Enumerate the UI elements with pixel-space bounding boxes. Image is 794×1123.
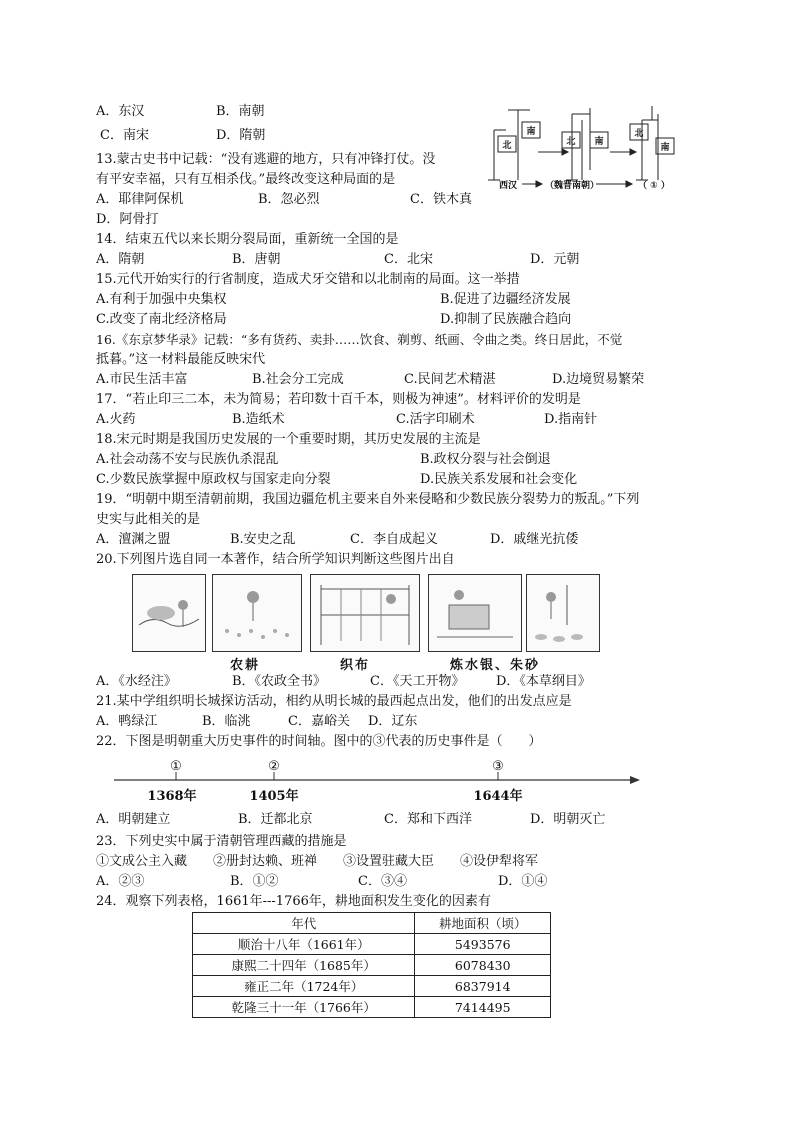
q20-stem: 20.下列图片选自同一本著作，结合所学知识判断这些图片出自 xyxy=(96,552,455,567)
q22-option-d: D．明朝灭亡 xyxy=(530,812,606,827)
table-cell: 顺治十八年（1661年） xyxy=(193,934,415,955)
q22-stem: 22．下图是明朝重大历史事件的时间轴。图中的③代表的历史事件是（ ） xyxy=(96,734,542,749)
q24-stem: 24．观察下列表格，1661年---1766年，耕地面积发生变化的因素有 xyxy=(96,894,491,909)
caption-weaving: 织布 xyxy=(340,658,371,673)
q23-items: ①文成公主入藏 ②册封达赖、班禅 ③设置驻藏大臣 ④设伊犁将军 xyxy=(96,854,539,869)
farming-image-2 xyxy=(212,574,302,652)
timeline-year-1644: 1644年 xyxy=(473,789,523,804)
q14-stem: 14．结束五代以来长期分裂局面，重新统一全国的是 xyxy=(96,232,399,247)
q13-stem-line1: 13.蒙古史书中记载：“没有逃避的地方，只有冲锋打仗。没 xyxy=(96,152,436,167)
q13-option-b: B．忽必烈 xyxy=(258,192,320,207)
q19-option-c: C．李自成起义 xyxy=(350,532,438,547)
q23-option-b: B．①② xyxy=(230,874,279,889)
q17-option-d: D.指南针 xyxy=(544,412,598,427)
q22-option-b: B．迁都北京 xyxy=(238,812,313,827)
table-cell: 7414495 xyxy=(415,997,551,1018)
q13-option-c: C．铁木真 xyxy=(410,192,472,207)
mercury-image-2 xyxy=(526,574,600,652)
diagram-north-2: 北 xyxy=(566,137,576,147)
diagram-south-1: 南 xyxy=(526,127,536,137)
q14-option-c: C．北宋 xyxy=(384,252,433,267)
q19-option-a: A．澶渊之盟 xyxy=(96,532,171,547)
q21-option-b: B．临洮 xyxy=(202,714,251,729)
table-cell: 5493576 xyxy=(415,934,551,955)
timeline-marker-3: ③ xyxy=(492,759,504,774)
q14-option-d: D．元朝 xyxy=(530,252,580,267)
caption-mercury: 炼水银、朱砂 xyxy=(450,658,541,673)
q16-option-a: A.市民生活丰富 xyxy=(96,372,188,387)
q16-option-d: D.边境贸易繁荣 xyxy=(552,372,645,387)
q19-option-d: D．戚继光抗倭 xyxy=(490,532,579,547)
q12-option-b: B．南朝 xyxy=(216,104,265,119)
q23-stem: 23．下列史实中属于清朝管理西藏的措施是 xyxy=(96,834,347,849)
q19-stem-line1: 19．“明朝中期至清朝前期，我国边疆危机主要来自外来侵略和少数民族分裂势力的叛乱。”下列 xyxy=(96,492,640,507)
table-cell: 6078430 xyxy=(415,955,551,976)
q13-stem-line2: 有平安幸福，只有互相杀伐。”最终改变这种局面的是 xyxy=(96,172,396,187)
table-row xyxy=(193,976,551,997)
q20-option-d: D．《本草纲目》 xyxy=(496,674,591,689)
table-cell: 雍正二年（1724年） xyxy=(193,976,415,997)
q21-option-a: A．鸭绿江 xyxy=(96,714,158,729)
q12-option-d: D．隋朝 xyxy=(216,128,266,143)
farming-image-1 xyxy=(132,574,206,652)
q15-option-d: D.抑制了民族融合趋向 xyxy=(440,312,572,327)
q18-option-c: C.少数民族掌握中原政权与国家走向分裂 xyxy=(96,472,331,487)
q23-option-d: D．①④ xyxy=(498,874,548,889)
q18-option-a: A.社会动荡不安与民族仇杀混乱 xyxy=(96,452,279,467)
q15-stem: 15.元代开始实行的行省制度，造成犬牙交错和以北制南的局面。这一举措 xyxy=(96,272,520,287)
q17-option-c: C.活字印刷术 xyxy=(396,412,475,427)
q23-option-c: C．③④ xyxy=(358,874,407,889)
q21-option-c: C．嘉峪关 xyxy=(288,714,350,729)
q22-option-c: C．郑和下西洋 xyxy=(384,812,472,827)
q12-option-c: C．南宋 xyxy=(100,128,149,143)
q19-option-b: B.安史之乱 xyxy=(230,532,296,547)
q14-option-b: B．唐朝 xyxy=(232,252,281,267)
q14-option-a: A．隋朝 xyxy=(96,252,145,267)
q23-option-a: A．②③ xyxy=(96,874,145,889)
diagram-label-xihan: 西汉 xyxy=(498,181,518,191)
q21-stem: 21.某中学组织明长城探访活动，相约从明长城的最西起点出发，他们的出发点应是 xyxy=(96,694,572,709)
table-row xyxy=(193,997,551,1018)
diagram-north-1: 北 xyxy=(502,141,512,151)
diagram-south-2: 南 xyxy=(594,137,604,147)
q16-stem-line2: 抵暮。”这一材料最能反映宋代 xyxy=(96,352,266,367)
q17-stem: 17．“若止印三二本，未为简易；若印数十百千本，则极为神速”。材料评价的发明是 xyxy=(96,392,581,407)
q18-stem: 18.宋元时期是我国历史发展的一个重要时期，其历史发展的主流是 xyxy=(96,432,481,447)
diagram-north-3: 北 xyxy=(634,129,644,139)
table-row xyxy=(193,934,551,955)
table-row xyxy=(193,955,551,976)
q16-stem-line1: 16.《东京梦华录》记载：“多有货药、卖卦……饮食、剃剪、纸画、令曲之类。终日居此，不觉 xyxy=(96,332,623,347)
table-cell: 康熙二十四年（1685年） xyxy=(193,955,415,976)
dynasty-division-diagram xyxy=(486,100,688,192)
q12-option-a: A．东汉 xyxy=(96,104,145,119)
q20-option-b: B．《农政全书》 xyxy=(232,674,327,689)
q15-option-a: A.有利于加强中央集权 xyxy=(96,292,227,307)
q19-stem-line2: 史实与此相关的是 xyxy=(96,512,201,527)
diagram-south-3: 南 xyxy=(660,143,670,153)
timeline-marker-2: ② xyxy=(268,759,280,774)
q15-option-b: B.促进了边疆经济发展 xyxy=(440,292,571,307)
table-header-row xyxy=(193,913,551,934)
q15-option-c: C.改变了南北经济格局 xyxy=(96,312,227,327)
weaving-loom-image xyxy=(310,574,420,652)
q13-option-d: D．阿骨打 xyxy=(96,212,159,227)
table-header: 年代 xyxy=(193,913,415,934)
timeline-year-1368: 1368年 xyxy=(147,789,197,804)
q17-option-a: A.火药 xyxy=(96,412,136,427)
mercury-image-1 xyxy=(428,574,522,652)
diagram-label-weijin: （魏晋南朝） xyxy=(544,181,600,191)
table-cell: 乾隆三十一年（1766年） xyxy=(193,997,415,1018)
q16-option-c: C.民间艺术精湛 xyxy=(404,372,496,387)
timeline-year-1405: 1405年 xyxy=(249,789,299,804)
caption-farming: 农耕 xyxy=(230,658,261,673)
q21-option-d: D．辽东 xyxy=(368,714,418,729)
diagram-label-blank: （ ① ） xyxy=(638,181,670,191)
farmland-table xyxy=(192,912,551,1018)
table-header: 耕地面积（顷） xyxy=(415,913,551,934)
q18-option-d: D.民族关系发展和社会变化 xyxy=(420,472,578,487)
q20-option-c: C．《天工开物》 xyxy=(370,674,465,689)
ming-timeline xyxy=(100,756,645,806)
q16-option-b: B.社会分工完成 xyxy=(252,372,344,387)
q13-option-a: A．耶律阿保机 xyxy=(96,192,184,207)
q20-option-a: A．《水经注》 xyxy=(96,674,177,689)
timeline-marker-1: ① xyxy=(170,759,182,774)
table-cell: 6837914 xyxy=(415,976,551,997)
q17-option-b: B.造纸术 xyxy=(232,412,285,427)
q22-option-a: A．明朝建立 xyxy=(96,812,171,827)
q18-option-b: B.政权分裂与社会倒退 xyxy=(420,452,551,467)
